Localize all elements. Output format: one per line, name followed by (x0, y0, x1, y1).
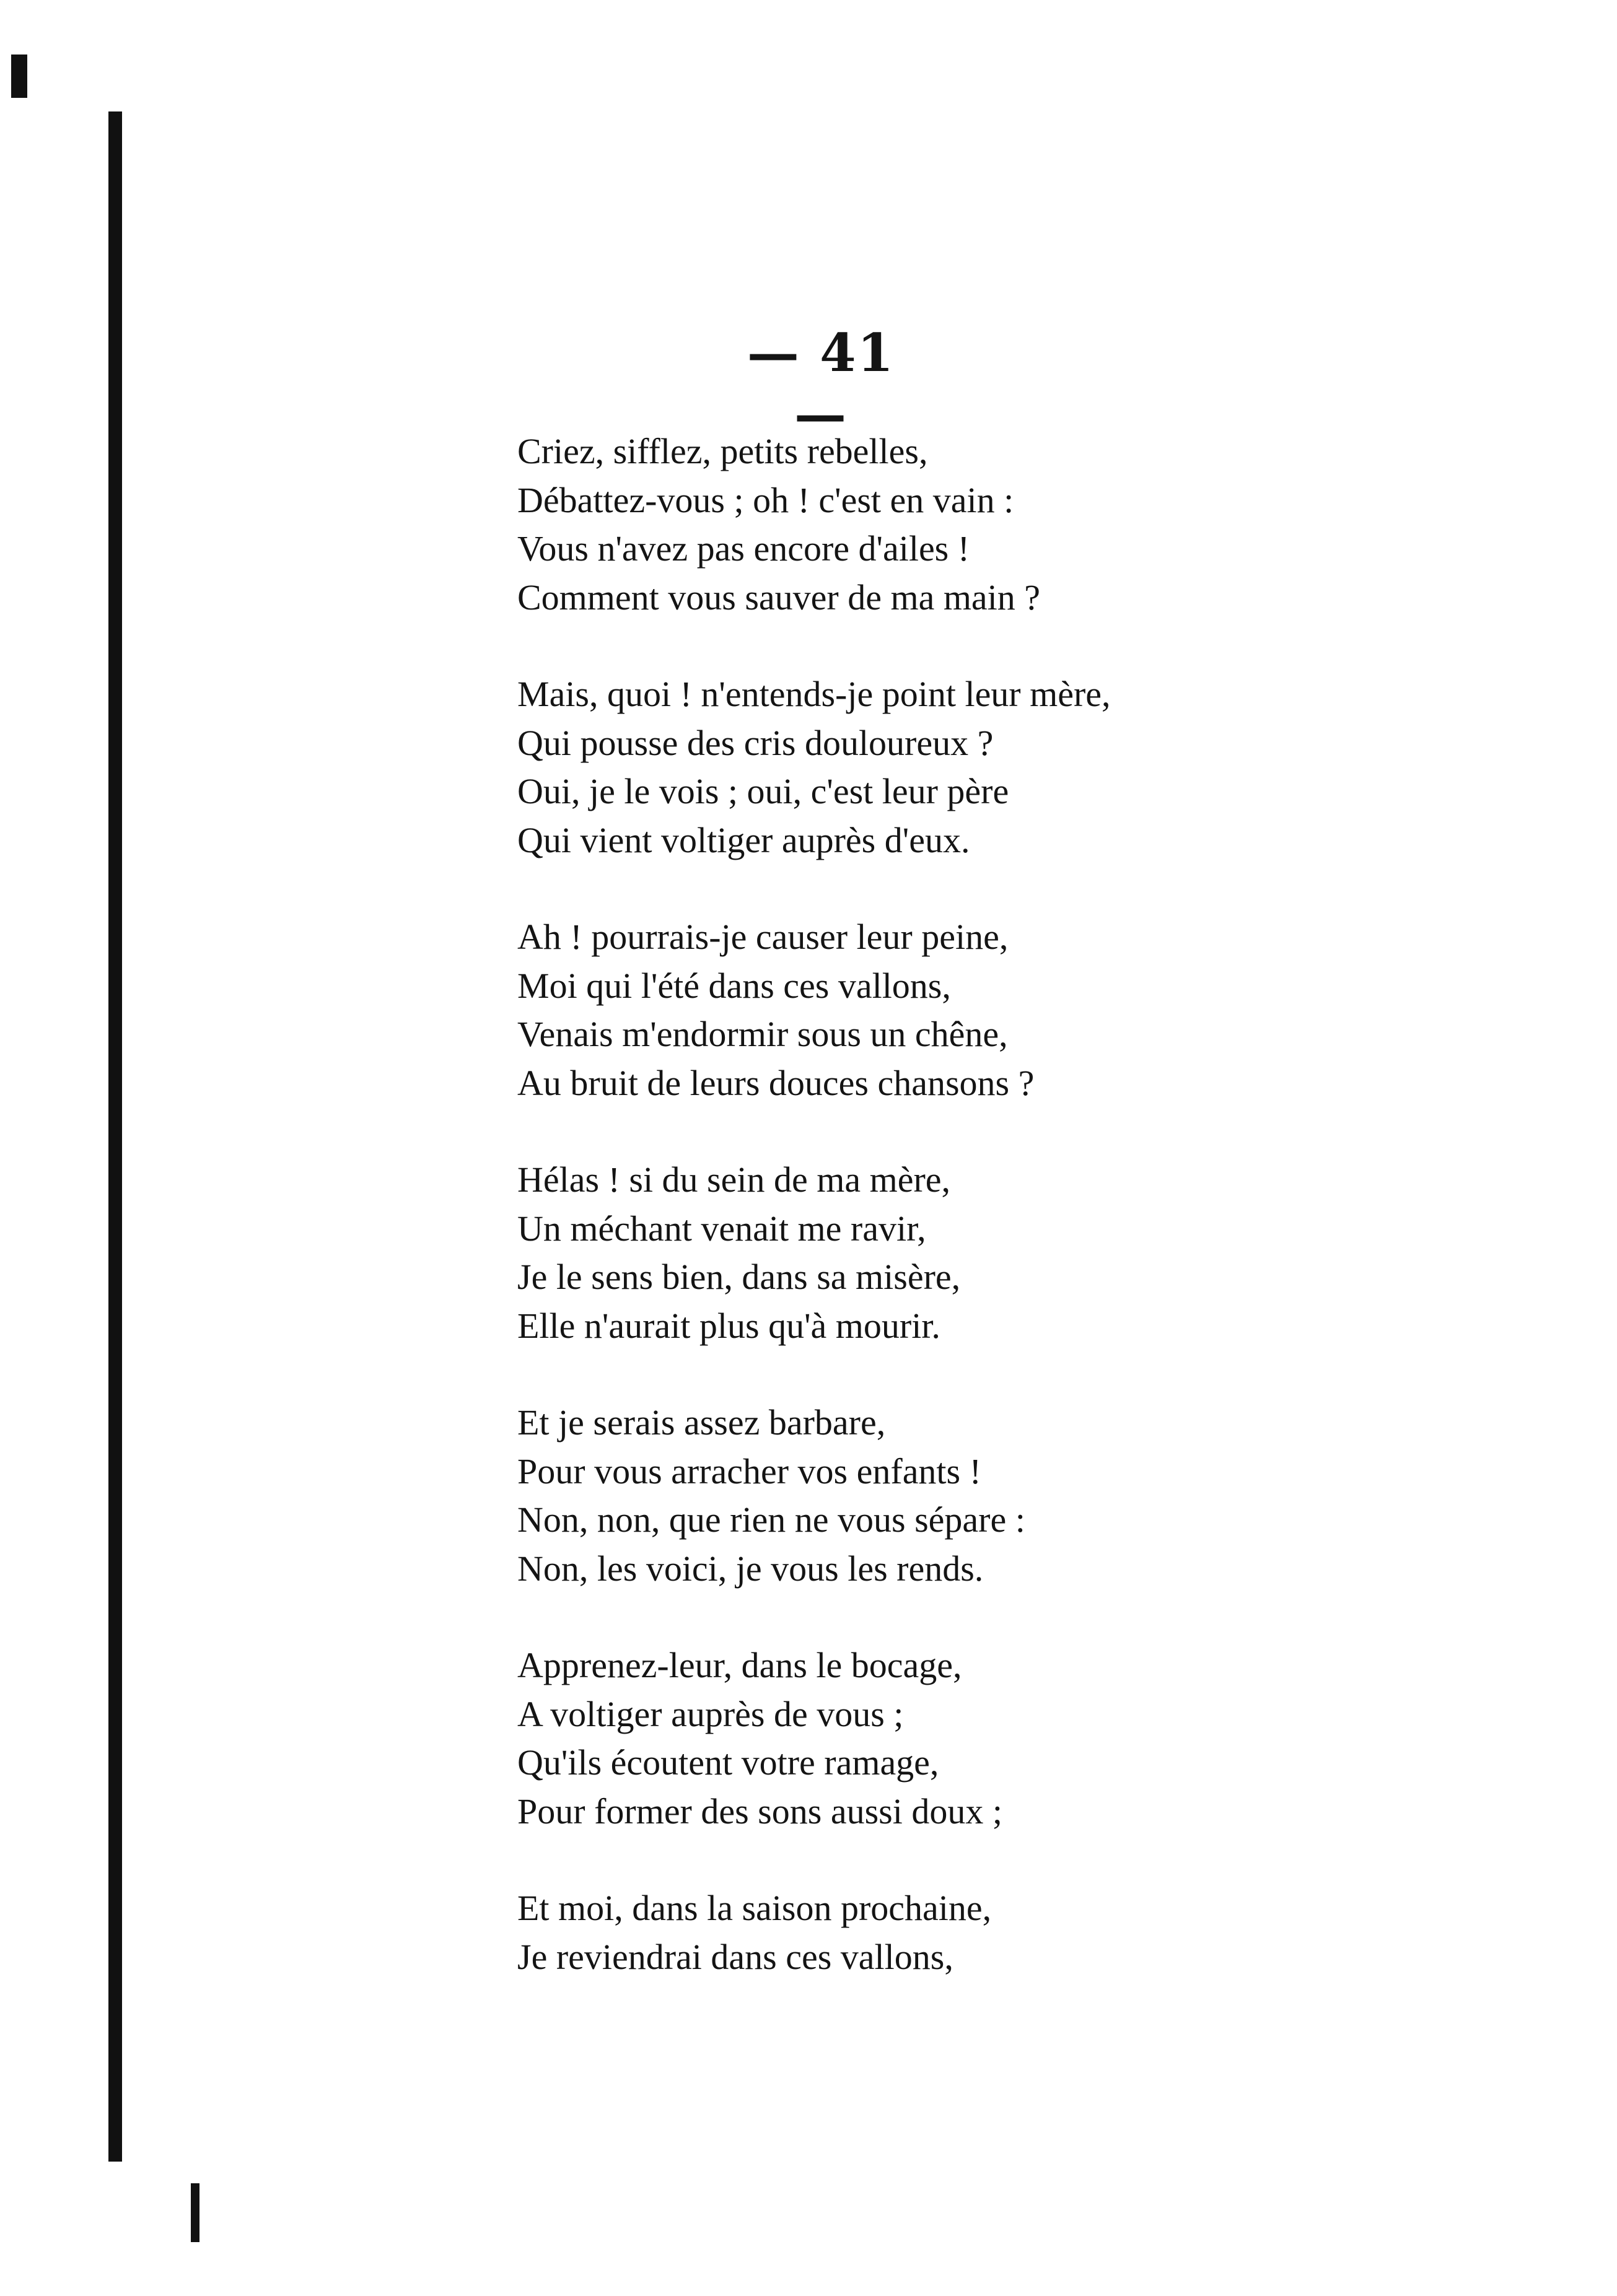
verse-line: Vous n'avez pas encore d'ailes ! (517, 528, 970, 569)
stanza-4 (517, 1156, 1323, 1350)
verse-line: A voltiger auprès de vous ; (517, 1693, 904, 1734)
poem-text (517, 427, 1323, 2030)
verse-line: Pour vous arracher vos enfants ! (517, 1451, 981, 1491)
verse-line: Criez, sifflez, petits rebelles, (517, 431, 928, 471)
stanza-5 (517, 1399, 1323, 1593)
verse-line: Au bruit de leurs douces chansons ? (517, 1062, 1035, 1103)
binding-edge (108, 111, 122, 2162)
verse-line: Ah ! pourrais-je causer leur peine, (517, 917, 1009, 957)
verse-line: Qui vient voltiger auprès d'eux. (517, 819, 970, 860)
verse-line: Venais m'endormir sous un chêne, (517, 1014, 1008, 1054)
verse-line: Et moi, dans la saison prochaine, (517, 1888, 992, 1928)
verse-line: Moi qui l'été dans ces vallons, (517, 965, 951, 1006)
stanza-1 (517, 427, 1323, 622)
verse-line: Qu'ils écoutent votre ramage, (517, 1742, 939, 1783)
verse-line: Apprenez-leur, dans le bocage, (517, 1645, 962, 1685)
verse-line: Je le sens bien, dans sa misère, (517, 1257, 961, 1297)
stanza-3 (517, 913, 1323, 1107)
verse-line: Oui, je le vois ; oui, c'est leur père (517, 771, 1009, 811)
verse-line: Un méchant venait me ravir, (517, 1208, 926, 1249)
verse-line: Hélas ! si du sein de ma mère, (517, 1159, 951, 1200)
stanza-6 (517, 1641, 1323, 1836)
verse-line: Débattez-vous ; oh ! c'est en vain : (517, 479, 1014, 520)
scan-corner-mark (11, 55, 27, 98)
stanza-2 (517, 670, 1323, 865)
verse-line: Mais, quoi ! n'entends-je point leur mère, (517, 674, 1111, 714)
verse-line: Qui pousse des cris douloureux ? (517, 722, 994, 763)
verse-line: Pour former des sons aussi doux ; (517, 1791, 1002, 1831)
verse-line: Je reviendrai dans ces vallons, (517, 1936, 953, 1977)
verse-line: Non, les voici, je vous les rends. (517, 1548, 984, 1589)
stanza-7 (517, 1884, 1323, 1981)
verse-line: Et je serais assez barbare, (517, 1402, 886, 1443)
scan-edge-mark (191, 2183, 199, 2242)
verse-line: Comment vous sauver de ma main ? (517, 577, 1041, 618)
page-number: — 41 — (747, 322, 895, 445)
verse-line: Non, non, que rien ne vous sépare : (517, 1499, 1025, 1540)
verse-line: Elle n'aurait plus qu'à mourir. (517, 1305, 940, 1346)
